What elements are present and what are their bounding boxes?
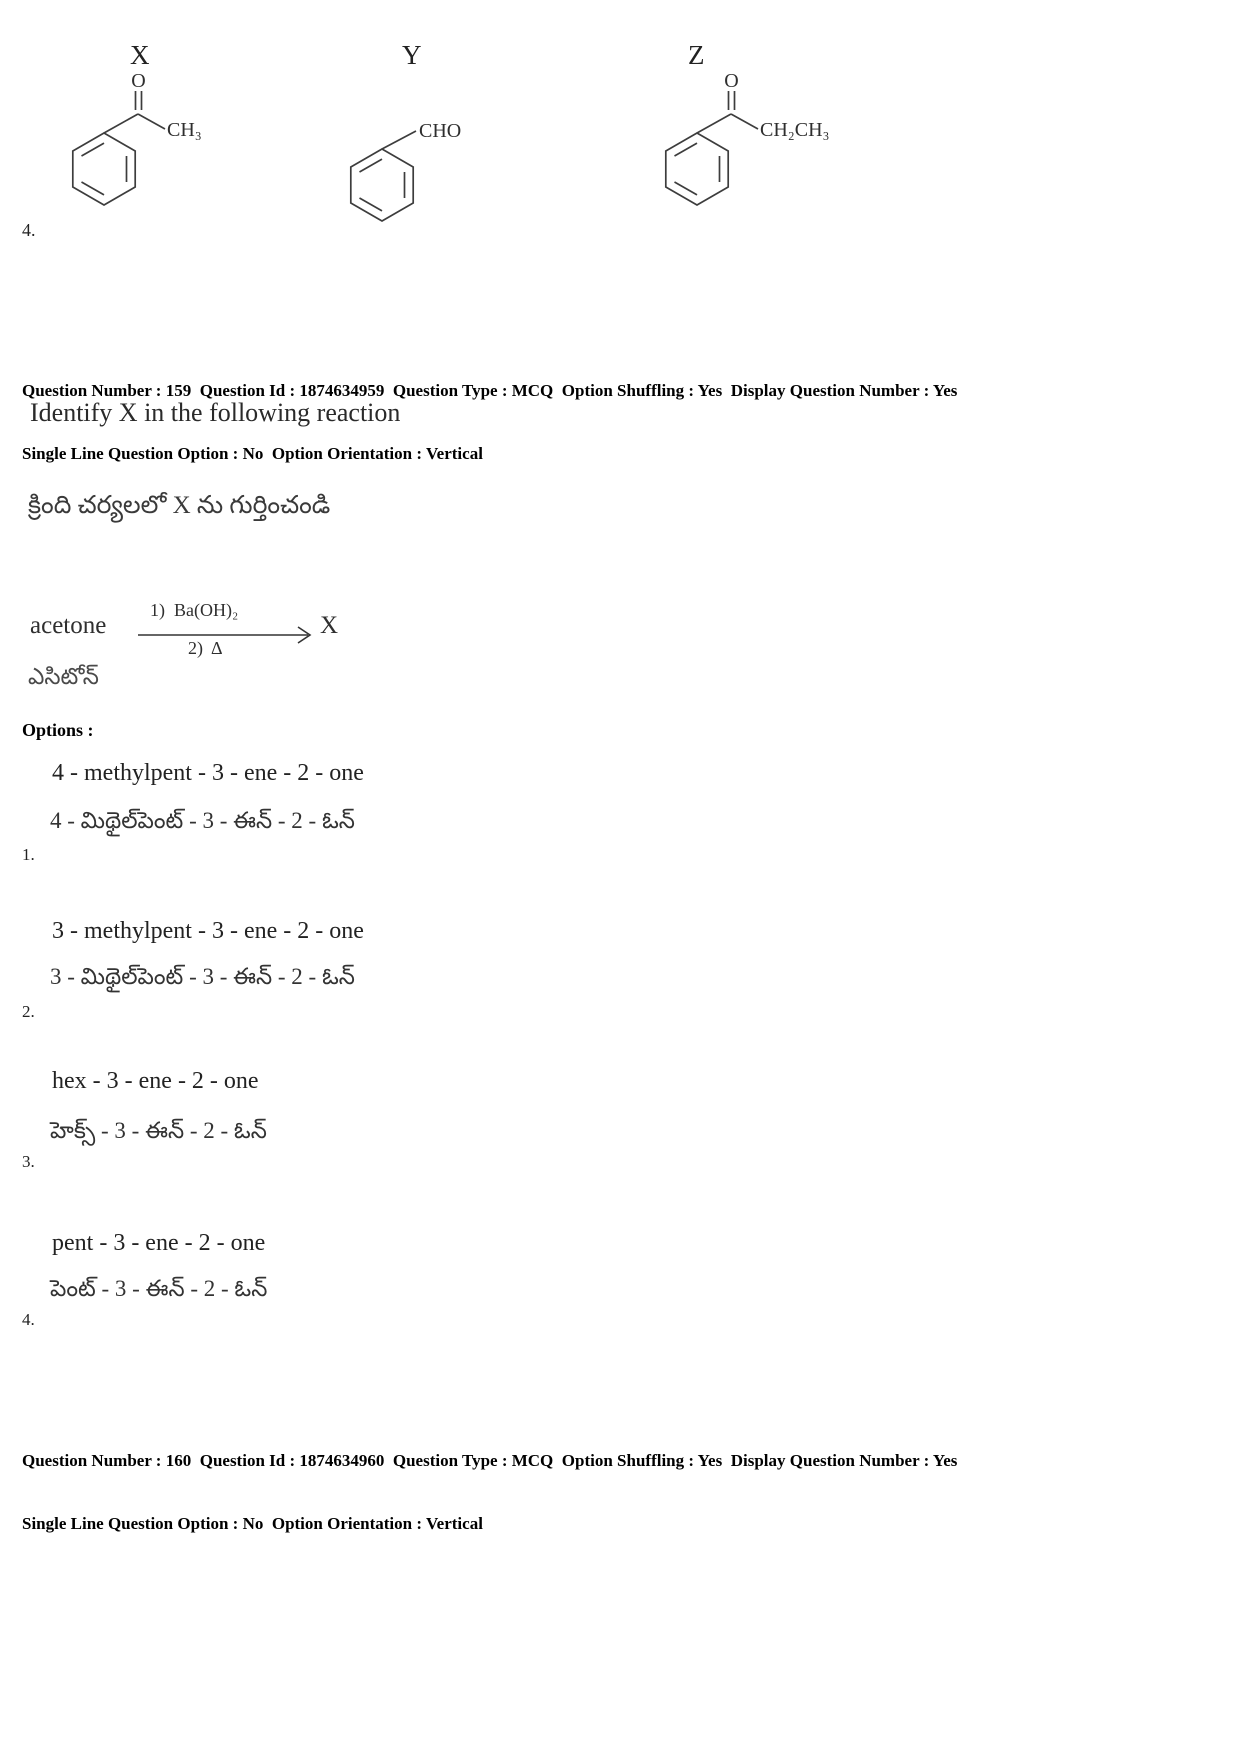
carbonyl-bonds [697,91,758,133]
question-160-metadata [22,1408,1222,1576]
structure-z-label: Z [688,40,705,70]
metadata-line-2: Single Line Question Option : No Option Orientation : Vertical [22,1514,483,1533]
reaction-product: X [320,612,339,639]
option-1-text-english: 4 - methylpent - 3 - ene - 2 - one [52,760,364,786]
option-4-number: 4. [22,1310,35,1329]
option-2-text-english: 3 - methylpent - 3 - ene - 2 - one [52,918,364,944]
option-2-number: 2. [22,1002,35,1021]
reaction-arrow-icon [138,624,316,646]
option-1-number: 1. [22,845,35,864]
structure-x-acetophenone [52,74,242,214]
options-heading: Options : [22,720,94,740]
option-4-text-english: pent - 3 - ene - 2 - one [52,1230,266,1256]
arrow-condition-below: 2) Δ [188,638,223,658]
structure-y-benzaldehyde [330,90,510,230]
oxygen-label: O [724,74,739,92]
carbonyl-bonds [104,91,165,133]
metadata-line-2: Single Line Question Option : No Option Orientation : Vertical [22,444,483,463]
reactant-english: acetone [30,612,107,639]
option-3-text-english: hex - 3 - ene - 2 - one [52,1068,259,1094]
metadata-line-1: Question Number : 160 Question Id : 1874634960 Question Type : MCQ Option Shuffling : Yes Display Question Number : Yes [22,1451,958,1470]
structure-x-label: X [130,40,150,70]
aldehyde-bond [382,131,416,149]
metadata-line-1: Question Number : 159 Question Id : 1874634959 Question Type : MCQ Option Shuffling : Yes Display Question Number : Yes [22,381,958,400]
cho-label: CHO [419,120,462,142]
reactant-telugu: ఎసిటోన్ [28,664,99,689]
previous-option-number: 4. [22,220,36,240]
benzene-ring [351,149,413,221]
structure-y-label: Y [402,40,422,70]
option-3-number: 3. [22,1152,35,1171]
structure-z-propiophenone [645,74,880,214]
arrow-condition-above: 1) Ba(OH)₂ [150,600,239,620]
methyl-label: CH₃ [167,119,202,141]
oxygen-label: O [131,74,146,92]
option-3-text-telugu: హెక్స్ - 3 - ఈన్ - 2 - ఓన్ [50,1118,267,1143]
benzene-ring [666,133,728,205]
option-4-text-telugu: పెంట్ - 3 - ఈన్ - 2 - ఓన్ [50,1276,268,1301]
ethyl-label: CH₂CH₃ [760,119,830,141]
question-text-telugu: క్రింది చర్యలలో X ను గుర్తించండి [28,492,331,519]
benzene-ring [73,133,135,205]
option-1-text-telugu: 4 - మిథైల్‌పెంట్ - 3 - ఈన్ - 2 - ఓన్ [50,808,355,833]
option-2-text-telugu: 3 - మిథైల్‌పెంట్ - 3 - ఈన్ - 2 - ఓన్ [50,964,355,989]
question-text-english: Identify X in the following reaction [30,398,401,427]
